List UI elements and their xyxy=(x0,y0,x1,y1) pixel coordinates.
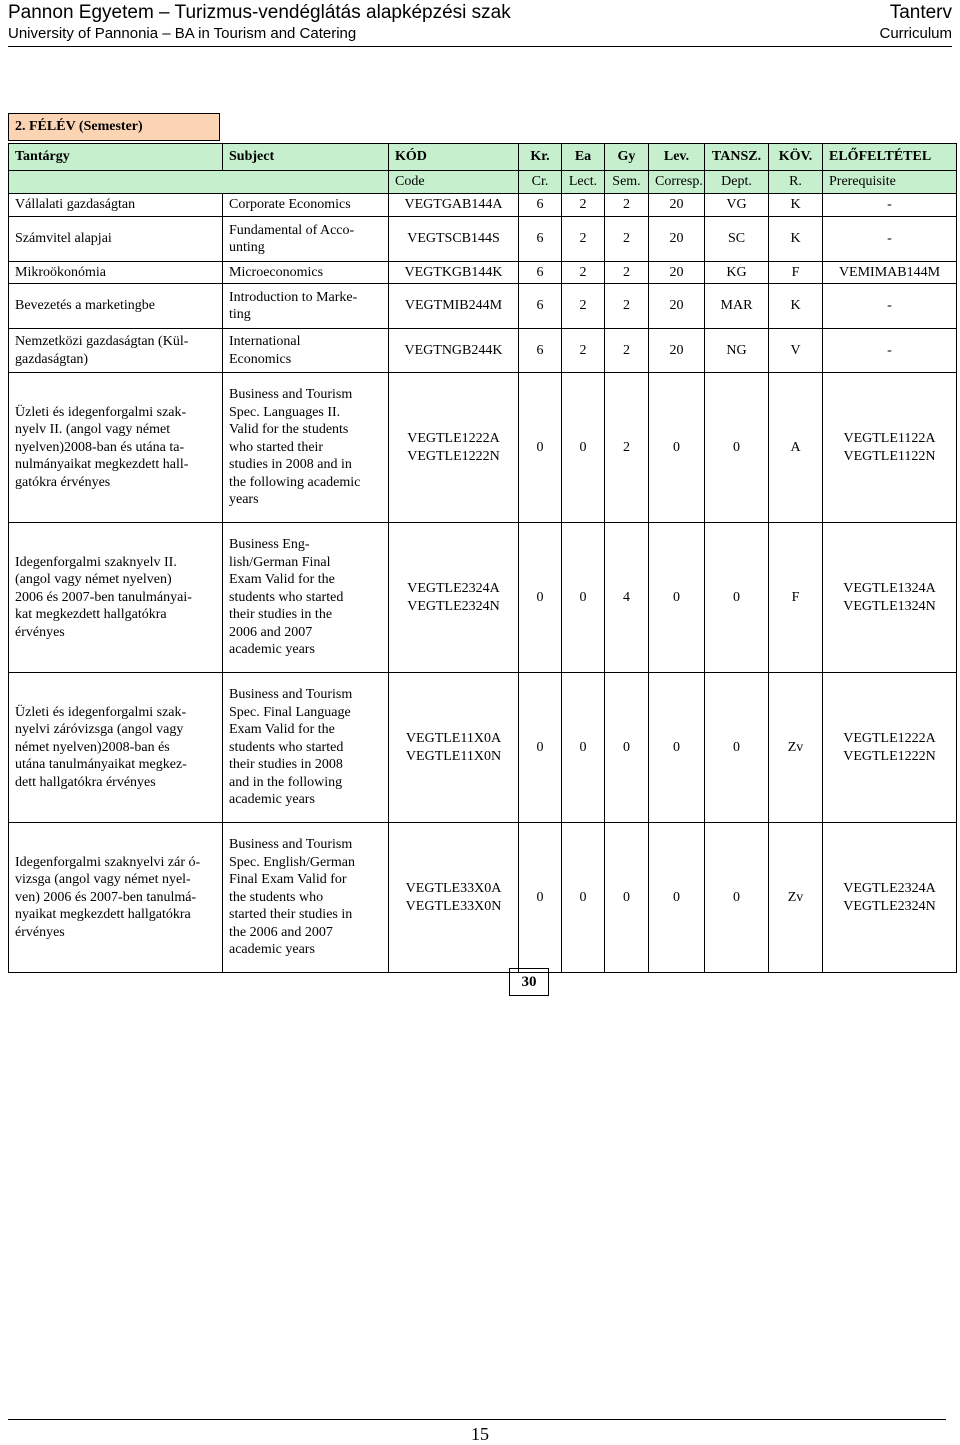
page-number: 15 xyxy=(471,1424,489,1444)
cell-correspondence: 0 xyxy=(649,673,705,823)
cell-code: VEGTGAB144A xyxy=(389,194,519,217)
col-correspondence-en: Corresp. xyxy=(649,171,705,194)
cell-credits: 6 xyxy=(519,217,562,262)
table-row xyxy=(9,262,957,284)
col-prerequisite-en: Prerequisite xyxy=(823,171,957,194)
cell-credits: 6 xyxy=(519,329,562,373)
cell-lecture: 2 xyxy=(562,217,605,262)
cell-prerequisite: VEGTLE1122A VEGTLE1122N xyxy=(823,373,957,523)
header-title-hu: Pannon Egyetem – Turizmus-vendéglátás alapképzési szak xyxy=(8,2,511,23)
header-title-en: University of Pannonia – BA in Tourism and Catering xyxy=(8,25,357,42)
cell-code: VEGTMIB244M xyxy=(389,284,519,329)
cell-lecture: 2 xyxy=(562,329,605,373)
col-lecture: Ea xyxy=(562,144,605,171)
cell-subject-hu: Nemzetközi gazdaságtan (Kül- gazdaságtan) xyxy=(9,329,223,373)
cell-subject-en: Microeconomics xyxy=(223,262,389,284)
cell-prerequisite: VEMIMAB144M xyxy=(823,262,957,284)
cell-prerequisite: - xyxy=(823,329,957,373)
cell-lecture: 0 xyxy=(562,823,605,973)
col-subject-en-en xyxy=(223,171,389,194)
header-row-en xyxy=(9,171,957,194)
cell-seminar: 2 xyxy=(605,329,649,373)
cell-seminar: 2 xyxy=(605,262,649,284)
cell-requirement: K xyxy=(769,284,823,329)
cell-prerequisite: - xyxy=(823,194,957,217)
cell-subject-hu: Mikroökonómia xyxy=(9,262,223,284)
cell-department: VG xyxy=(705,194,769,217)
col-lecture-en: Lect. xyxy=(562,171,605,194)
cell-correspondence: 0 xyxy=(649,373,705,523)
cell-credits: 0 xyxy=(519,673,562,823)
col-code: KÓD xyxy=(389,144,519,171)
cell-subject-en: Business and Tourism Spec. English/German Final Exam Valid for the students who started their studies in the 2006 and 2007 academic years xyxy=(223,823,389,973)
cell-department: KG xyxy=(705,262,769,284)
cell-requirement: Zv xyxy=(769,673,823,823)
cell-correspondence: 20 xyxy=(649,194,705,217)
col-subject-hu: Tantárgy xyxy=(9,144,223,171)
cell-department: SC xyxy=(705,217,769,262)
header-row-hu xyxy=(9,144,957,171)
curriculum-table xyxy=(8,143,957,973)
cell-code: VEGTLE11X0A VEGTLE11X0N xyxy=(389,673,519,823)
cell-prerequisite: VEGTLE2324A VEGTLE2324N xyxy=(823,823,957,973)
cell-correspondence: 20 xyxy=(649,262,705,284)
cell-subject-hu: Idegenforgalmi szaknyelvi zár ó- vizsga (angol vagy német nyel- ven) 2006 és 2007-ben tanulmá- nyaikat megkezdett hallgatókra érvényes xyxy=(9,823,223,973)
cell-seminar: 2 xyxy=(605,373,649,523)
cell-subject-hu: Idegenforgalmi szaknyelv II. (angol vagy német nyelven) 2006 és 2007-ben tanulmányai- kat megkezdett hallgatókra érvényes xyxy=(9,523,223,673)
cell-requirement: V xyxy=(769,329,823,373)
col-credits-en: Cr. xyxy=(519,171,562,194)
col-credits: Kr. xyxy=(519,144,562,171)
cell-department: 0 xyxy=(705,673,769,823)
col-subject-en: Subject xyxy=(223,144,389,171)
cell-code: VEGTKGB144K xyxy=(389,262,519,284)
cell-subject-en: Business and Tourism Spec. Languages II. Valid for the students who started their studies in 2008 and in the following academic years xyxy=(223,373,389,523)
cell-subject-en: Business and Tourism Spec. Final Language Exam Valid for the students who started their studies in 2008 and in the following academic years xyxy=(223,673,389,823)
cell-credits: 6 xyxy=(519,194,562,217)
cell-prerequisite: VEGTLE1222A VEGTLE1222N xyxy=(823,673,957,823)
cell-prerequisite: VEGTLE1324A VEGTLE1324N xyxy=(823,523,957,673)
header-doc-hu: Tanterv xyxy=(889,2,952,23)
cell-requirement: F xyxy=(769,262,823,284)
table-row xyxy=(9,284,957,329)
cell-credits: 0 xyxy=(519,373,562,523)
table-row xyxy=(9,523,957,673)
cell-subject-hu: Bevezetés a marketingbe xyxy=(9,284,223,329)
cell-requirement: K xyxy=(769,194,823,217)
cell-credits: 6 xyxy=(519,262,562,284)
col-department-en: Dept. xyxy=(705,171,769,194)
col-subject-hu-en xyxy=(9,171,223,194)
col-seminar: Gy xyxy=(605,144,649,171)
cell-department: 0 xyxy=(705,523,769,673)
cell-department: NG xyxy=(705,329,769,373)
col-correspondence: Lev. xyxy=(649,144,705,171)
cell-subject-hu: Vállalati gazdaságtan xyxy=(9,194,223,217)
cell-lecture: 2 xyxy=(562,262,605,284)
footer-divider xyxy=(8,1419,946,1420)
cell-credits: 0 xyxy=(519,523,562,673)
header-divider xyxy=(8,46,952,47)
cell-code: VEGTLE33X0A VEGTLE33X0N xyxy=(389,823,519,973)
cell-code: VEGTSCB144S xyxy=(389,217,519,262)
cell-prerequisite: - xyxy=(823,217,957,262)
cell-correspondence: 0 xyxy=(649,823,705,973)
cell-department: 0 xyxy=(705,823,769,973)
cell-requirement: A xyxy=(769,373,823,523)
cell-credits: 6 xyxy=(519,284,562,329)
table-row xyxy=(9,823,957,973)
cell-subject-hu: Üzleti és idegenforgalmi szak- nyelv II. (angol vagy német nyelven)2008-ban és utána ta- nulmányaikat megkezdett hall- gatókra érvényes xyxy=(9,373,223,523)
table-row xyxy=(9,673,957,823)
cell-requirement: K xyxy=(769,217,823,262)
col-requirement: KÖV. xyxy=(769,144,823,171)
cell-subject-en: Fundamental of Acco- unting xyxy=(223,217,389,262)
col-code-en: Code xyxy=(389,171,519,194)
cell-code: VEGTLE1222A VEGTLE1222N xyxy=(389,373,519,523)
cell-seminar: 0 xyxy=(605,673,649,823)
cell-lecture: 0 xyxy=(562,373,605,523)
cell-correspondence: 20 xyxy=(649,217,705,262)
total-credits: 30 xyxy=(509,968,549,996)
col-department: TANSZ. xyxy=(705,144,769,171)
table-row xyxy=(9,217,957,262)
cell-code: VEGTLE2324A VEGTLE2324N xyxy=(389,523,519,673)
cell-lecture: 0 xyxy=(562,673,605,823)
cell-seminar: 0 xyxy=(605,823,649,973)
cell-seminar: 2 xyxy=(605,217,649,262)
cell-requirement: Zv xyxy=(769,823,823,973)
cell-lecture: 0 xyxy=(562,523,605,673)
table-row xyxy=(9,194,957,217)
cell-prerequisite: - xyxy=(823,284,957,329)
cell-department: MAR xyxy=(705,284,769,329)
semester-label: 2. FÉLÉV (Semester) xyxy=(8,113,220,141)
cell-department: 0 xyxy=(705,373,769,523)
cell-seminar: 2 xyxy=(605,194,649,217)
cell-requirement: F xyxy=(769,523,823,673)
cell-subject-hu: Számvitel alapjai xyxy=(9,217,223,262)
cell-correspondence: 20 xyxy=(649,329,705,373)
cell-lecture: 2 xyxy=(562,194,605,217)
cell-subject-en: Introduction to Marke- ting xyxy=(223,284,389,329)
header-doc-en: Curriculum xyxy=(879,25,952,42)
cell-lecture: 2 xyxy=(562,284,605,329)
cell-subject-en: Business Eng- lish/German Final Exam Valid for the students who started their studies in the 2006 and 2007 academic years xyxy=(223,523,389,673)
cell-correspondence: 20 xyxy=(649,284,705,329)
col-requirement-en: R. xyxy=(769,171,823,194)
cell-seminar: 2 xyxy=(605,284,649,329)
cell-correspondence: 0 xyxy=(649,523,705,673)
col-prerequisite: ELŐFELTÉTEL xyxy=(823,144,957,171)
page-header xyxy=(8,2,952,44)
table-row xyxy=(9,373,957,523)
cell-subject-en: International Economics xyxy=(223,329,389,373)
cell-credits: 0 xyxy=(519,823,562,973)
cell-subject-en: Corporate Economics xyxy=(223,194,389,217)
table-row xyxy=(9,329,957,373)
cell-subject-hu: Üzleti és idegenforgalmi szak- nyelvi záróvizsga (angol vagy német nyelven)2008-ban és utána tanulmányaikat megkez- dett hallgatókra érvényes xyxy=(9,673,223,823)
cell-code: VEGTNGB244K xyxy=(389,329,519,373)
col-seminar-en: Sem. xyxy=(605,171,649,194)
cell-seminar: 4 xyxy=(605,523,649,673)
